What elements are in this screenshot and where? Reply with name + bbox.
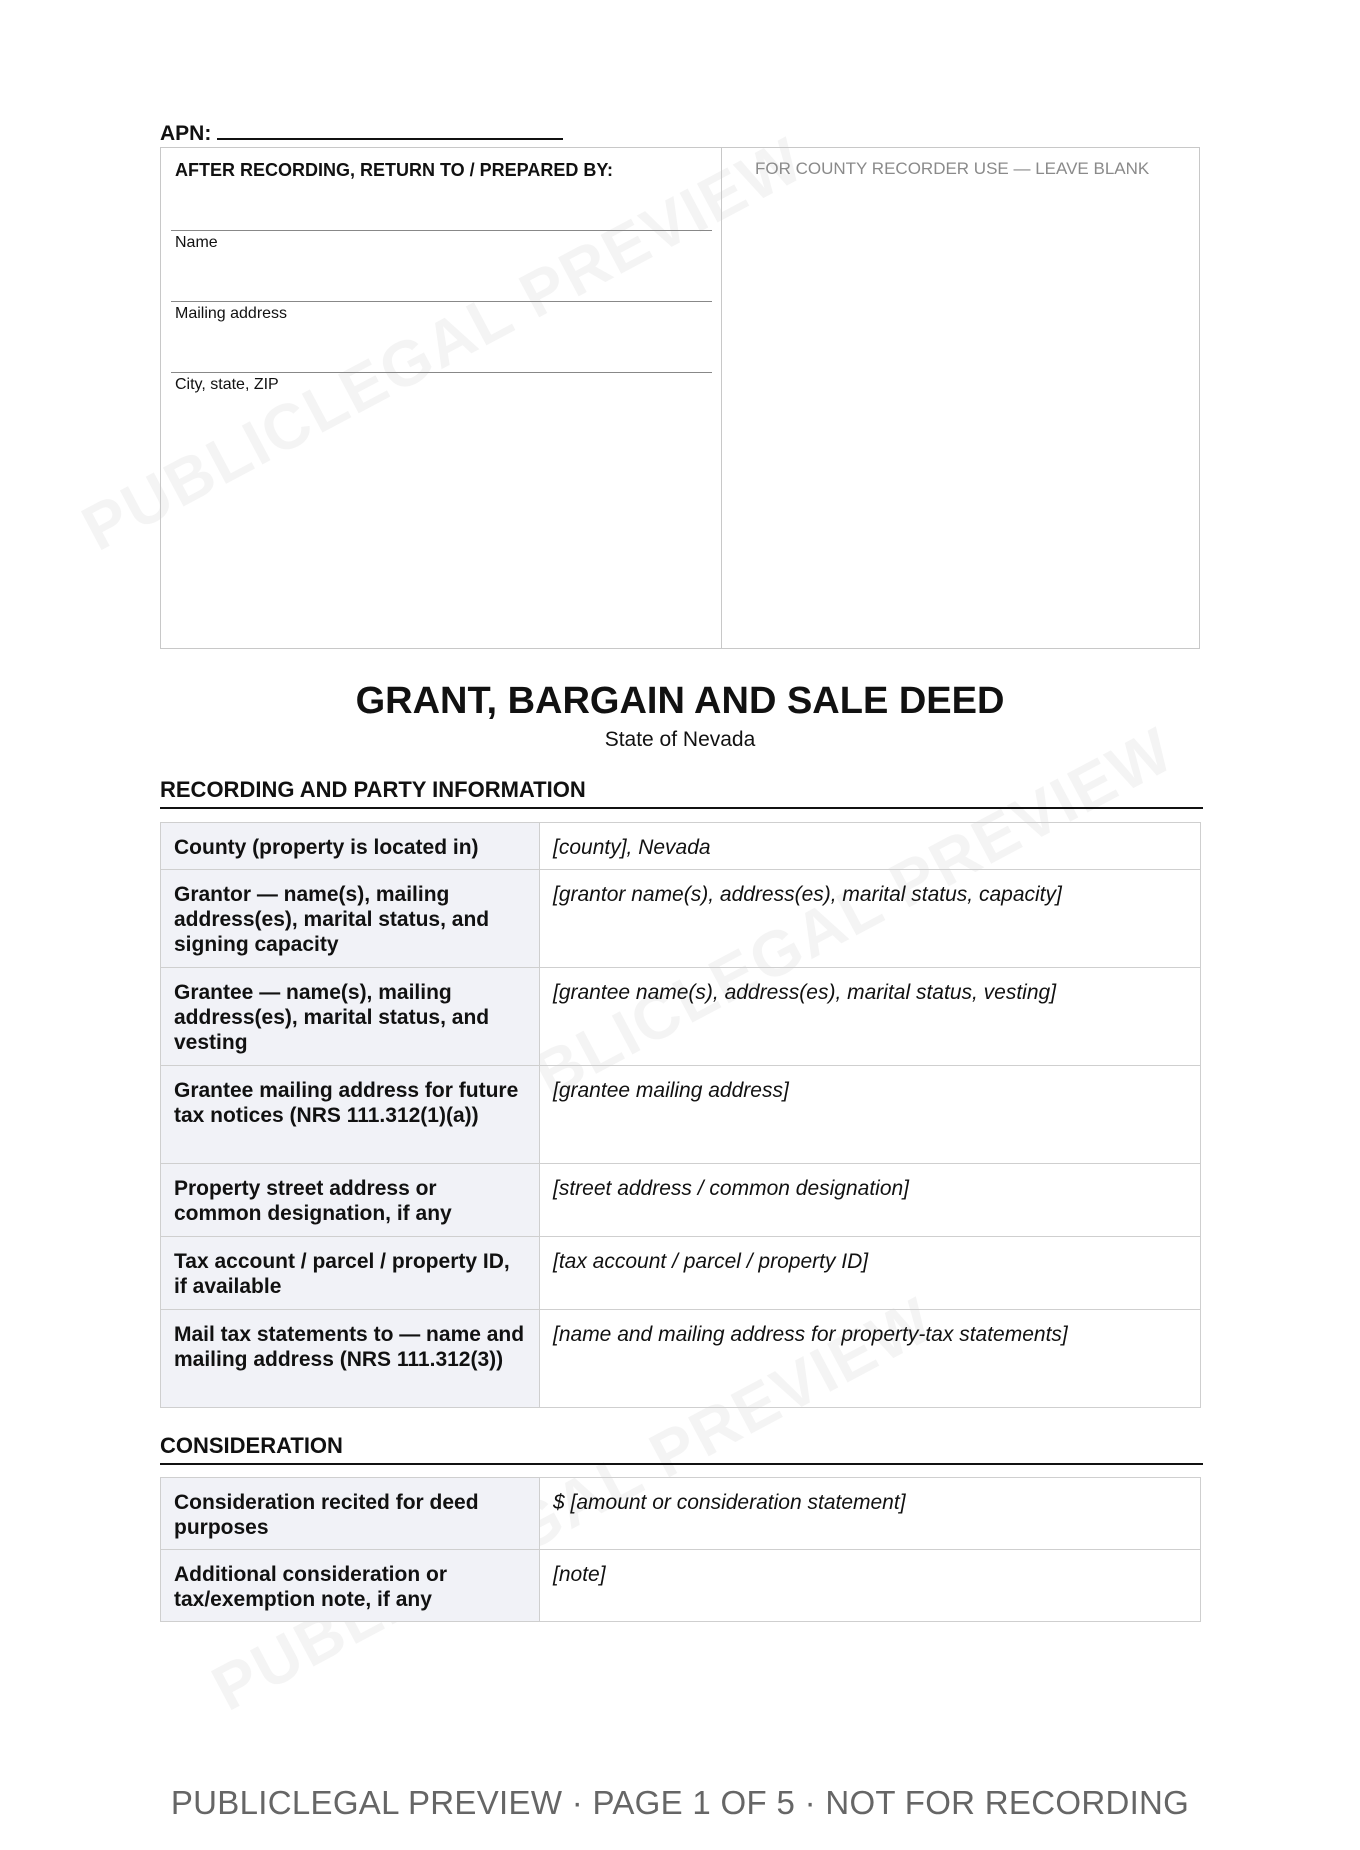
row-label: County (property is located in): [161, 823, 540, 870]
name-line: [171, 230, 712, 231]
name-label: Name: [175, 234, 218, 251]
table-row: [161, 1066, 1201, 1164]
row-label: Tax account / parcel / property ID, if available: [161, 1237, 540, 1310]
city-state-zip-label: City, state, ZIP: [175, 376, 279, 393]
city-state-zip-line: [171, 372, 712, 373]
row-value: [street address / common designation]: [540, 1164, 1201, 1237]
table-row: [161, 968, 1201, 1066]
row-label: Property street address or common designation, if any: [161, 1164, 540, 1237]
row-value: $ [amount or consideration statement]: [540, 1478, 1201, 1550]
row-label: Grantee mailing address for future tax notices (NRS 111.312(1)(a)): [161, 1066, 540, 1164]
row-label: Consideration recited for deed purposes: [161, 1478, 540, 1550]
page-footer: PUBLICLEGAL PREVIEW · PAGE 1 OF 5 · NOT FOR RECORDING: [170, 1784, 1190, 1821]
table-row: [161, 870, 1201, 968]
row-value: [name and mailing address for property-tax statements]: [540, 1310, 1201, 1408]
table-row: [161, 1478, 1201, 1550]
row-value: [grantee mailing address]: [540, 1066, 1201, 1164]
row-value: [county], Nevada: [540, 823, 1201, 870]
apn-field: [160, 120, 563, 146]
document-title: GRANT, BARGAIN AND SALE DEED: [355, 680, 1005, 722]
apn-blank-line: [217, 120, 563, 140]
table-row: [161, 1550, 1201, 1622]
row-label: Grantor — name(s), mailing address(es), marital status, and signing capacity: [161, 870, 540, 968]
mailing-address-label: Mailing address: [175, 305, 288, 322]
table-row: [161, 823, 1201, 870]
document-subtitle: State of Nevada: [604, 728, 756, 751]
row-label: Mail tax statements to — name and mailing address (NRS 111.312(3)): [161, 1310, 540, 1408]
row-value: [note]: [540, 1550, 1201, 1622]
row-value: [grantee name(s), address(es), marital status, vesting]: [540, 968, 1201, 1066]
recording-box: [160, 147, 1200, 649]
mailing-address-line: [171, 301, 712, 302]
row-value: [tax account / parcel / property ID]: [540, 1237, 1201, 1310]
row-value: [grantor name(s), address(es), marital status, capacity]: [540, 870, 1201, 968]
consideration-section-heading: CONSIDERATION: [160, 1433, 1203, 1465]
recorder-use-panel: [722, 148, 1201, 648]
party-section-heading: RECORDING AND PARTY INFORMATION: [160, 777, 1203, 809]
return-to-heading: AFTER RECORDING, RETURN TO / PREPARED BY:: [175, 160, 614, 180]
apn-label: APN:: [160, 122, 212, 145]
row-label: Additional consideration or tax/exemption note, if any: [161, 1550, 540, 1622]
recorder-use-label: FOR COUNTY RECORDER USE — LEAVE BLANK: [755, 159, 1150, 178]
consideration-table: [160, 1477, 1201, 1622]
table-row: [161, 1164, 1201, 1237]
return-to-panel: [161, 148, 722, 648]
table-row: [161, 1310, 1201, 1408]
row-label: Grantee — name(s), mailing address(es), marital status, and vesting: [161, 968, 540, 1066]
table-row: [161, 1237, 1201, 1310]
party-table: [160, 822, 1201, 1408]
